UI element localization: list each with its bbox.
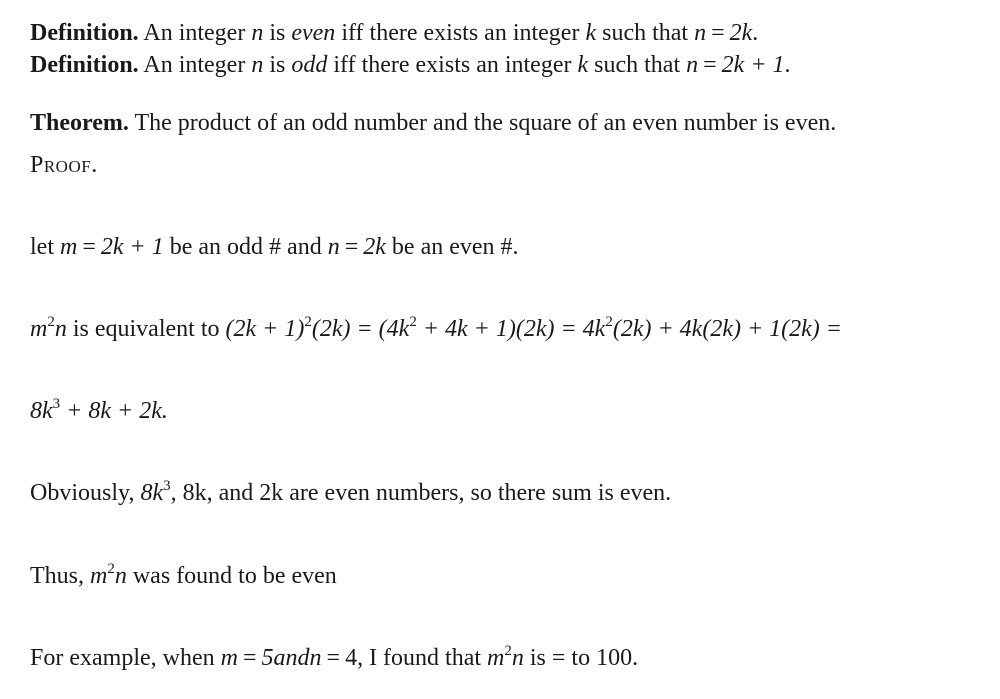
definition-text: is [269, 52, 286, 78]
definition-text: such that [602, 20, 689, 46]
var-m: m [487, 645, 505, 671]
var-m: m [220, 645, 238, 671]
equals-sign: = [703, 52, 717, 78]
equals-sign: = [711, 20, 725, 46]
var-n: n [511, 645, 524, 671]
proof-step-let [30, 232, 519, 262]
exponent: 2 [107, 561, 115, 577]
exponent: 2 [605, 314, 613, 330]
equals-sign: = [82, 234, 96, 260]
proof-step-example [30, 643, 638, 676]
definition-text: iff there exists an integer [341, 20, 580, 46]
step-text: is = to 100. [529, 645, 639, 671]
step-text: 4, I found that [345, 645, 482, 671]
odd-expression: 2k + 1 [100, 234, 164, 260]
proof-step-thus [30, 561, 337, 594]
defined-term: odd [291, 52, 328, 78]
definition-label: Definition. [30, 20, 139, 46]
definition-label: Definition. [30, 52, 139, 78]
step-text: , 8k, and 2k are even numbers, so there sum is even. [170, 480, 672, 506]
theorem-label: Theorem. [30, 110, 129, 136]
var-n: n [114, 563, 127, 589]
term-8k3: 8k [30, 398, 53, 424]
step-text: be an even #. [391, 234, 519, 260]
even-expression: 2k [363, 234, 386, 260]
definition-text: iff there exists an integer [333, 52, 572, 78]
var-m: m [60, 234, 78, 260]
formula-lhs: n [694, 20, 707, 46]
step-text: be an odd # and [169, 234, 322, 260]
theorem-text: The product of an odd number and the square of an even number is even. [134, 110, 837, 136]
definition-text: An integer [143, 20, 246, 46]
proof-label: Proof. [30, 152, 98, 178]
defined-term: even [291, 20, 336, 46]
definition-even [30, 18, 758, 48]
proof-step-result [30, 396, 168, 429]
step-text: was found to be even [132, 563, 337, 589]
formula-rhs: 2k + 1 [721, 52, 785, 78]
formula-lhs: n [686, 52, 699, 78]
period: . [752, 20, 759, 46]
definition-text: is [269, 20, 286, 46]
definition-text: An integer [143, 52, 246, 78]
expansion-part: (2k) + 4k(2k) + 1(2k) = [612, 316, 842, 342]
expansion-part: (2k) = (4k [311, 316, 410, 342]
term-8k3: 8k [140, 480, 164, 506]
formula-rhs: 2k [729, 20, 753, 46]
var-n: n [327, 234, 340, 260]
var-n: n [251, 20, 264, 46]
expansion-part: (2k + 1) [225, 316, 305, 342]
exponent: 3 [163, 478, 171, 494]
equals-sign: = [344, 234, 359, 260]
step-text: Thus, [30, 563, 84, 589]
exponent: 2 [504, 643, 512, 659]
step-text: For example, when [30, 645, 215, 671]
period: . [784, 52, 791, 78]
exponent: 2 [304, 314, 312, 330]
result-rest: + 8k + 2k. [66, 398, 168, 424]
exponent: 3 [52, 396, 61, 412]
definition-text: such that [594, 52, 681, 78]
var-n: n [251, 52, 264, 78]
var-k: k [585, 20, 597, 46]
exponent: 2 [409, 314, 417, 330]
equals-sign: = [326, 645, 341, 671]
exponent: 2 [47, 314, 55, 330]
definition-odd [30, 50, 791, 80]
var-m: m [30, 316, 48, 342]
var-n: n [54, 316, 67, 342]
theorem [30, 108, 836, 138]
expansion-part: + 4k + 1)(2k) = 4k [422, 316, 606, 342]
var-k: k [577, 52, 589, 78]
var-m: m [90, 563, 108, 589]
step-text: Obviously, [30, 480, 135, 506]
proof-step-obvious [30, 478, 671, 511]
proof-step-expansion [30, 314, 842, 347]
equals-sign: = [242, 645, 257, 671]
step-text: is equivalent to [72, 316, 220, 342]
example-mid: 5andn [261, 645, 322, 671]
step-text: let [30, 234, 54, 260]
